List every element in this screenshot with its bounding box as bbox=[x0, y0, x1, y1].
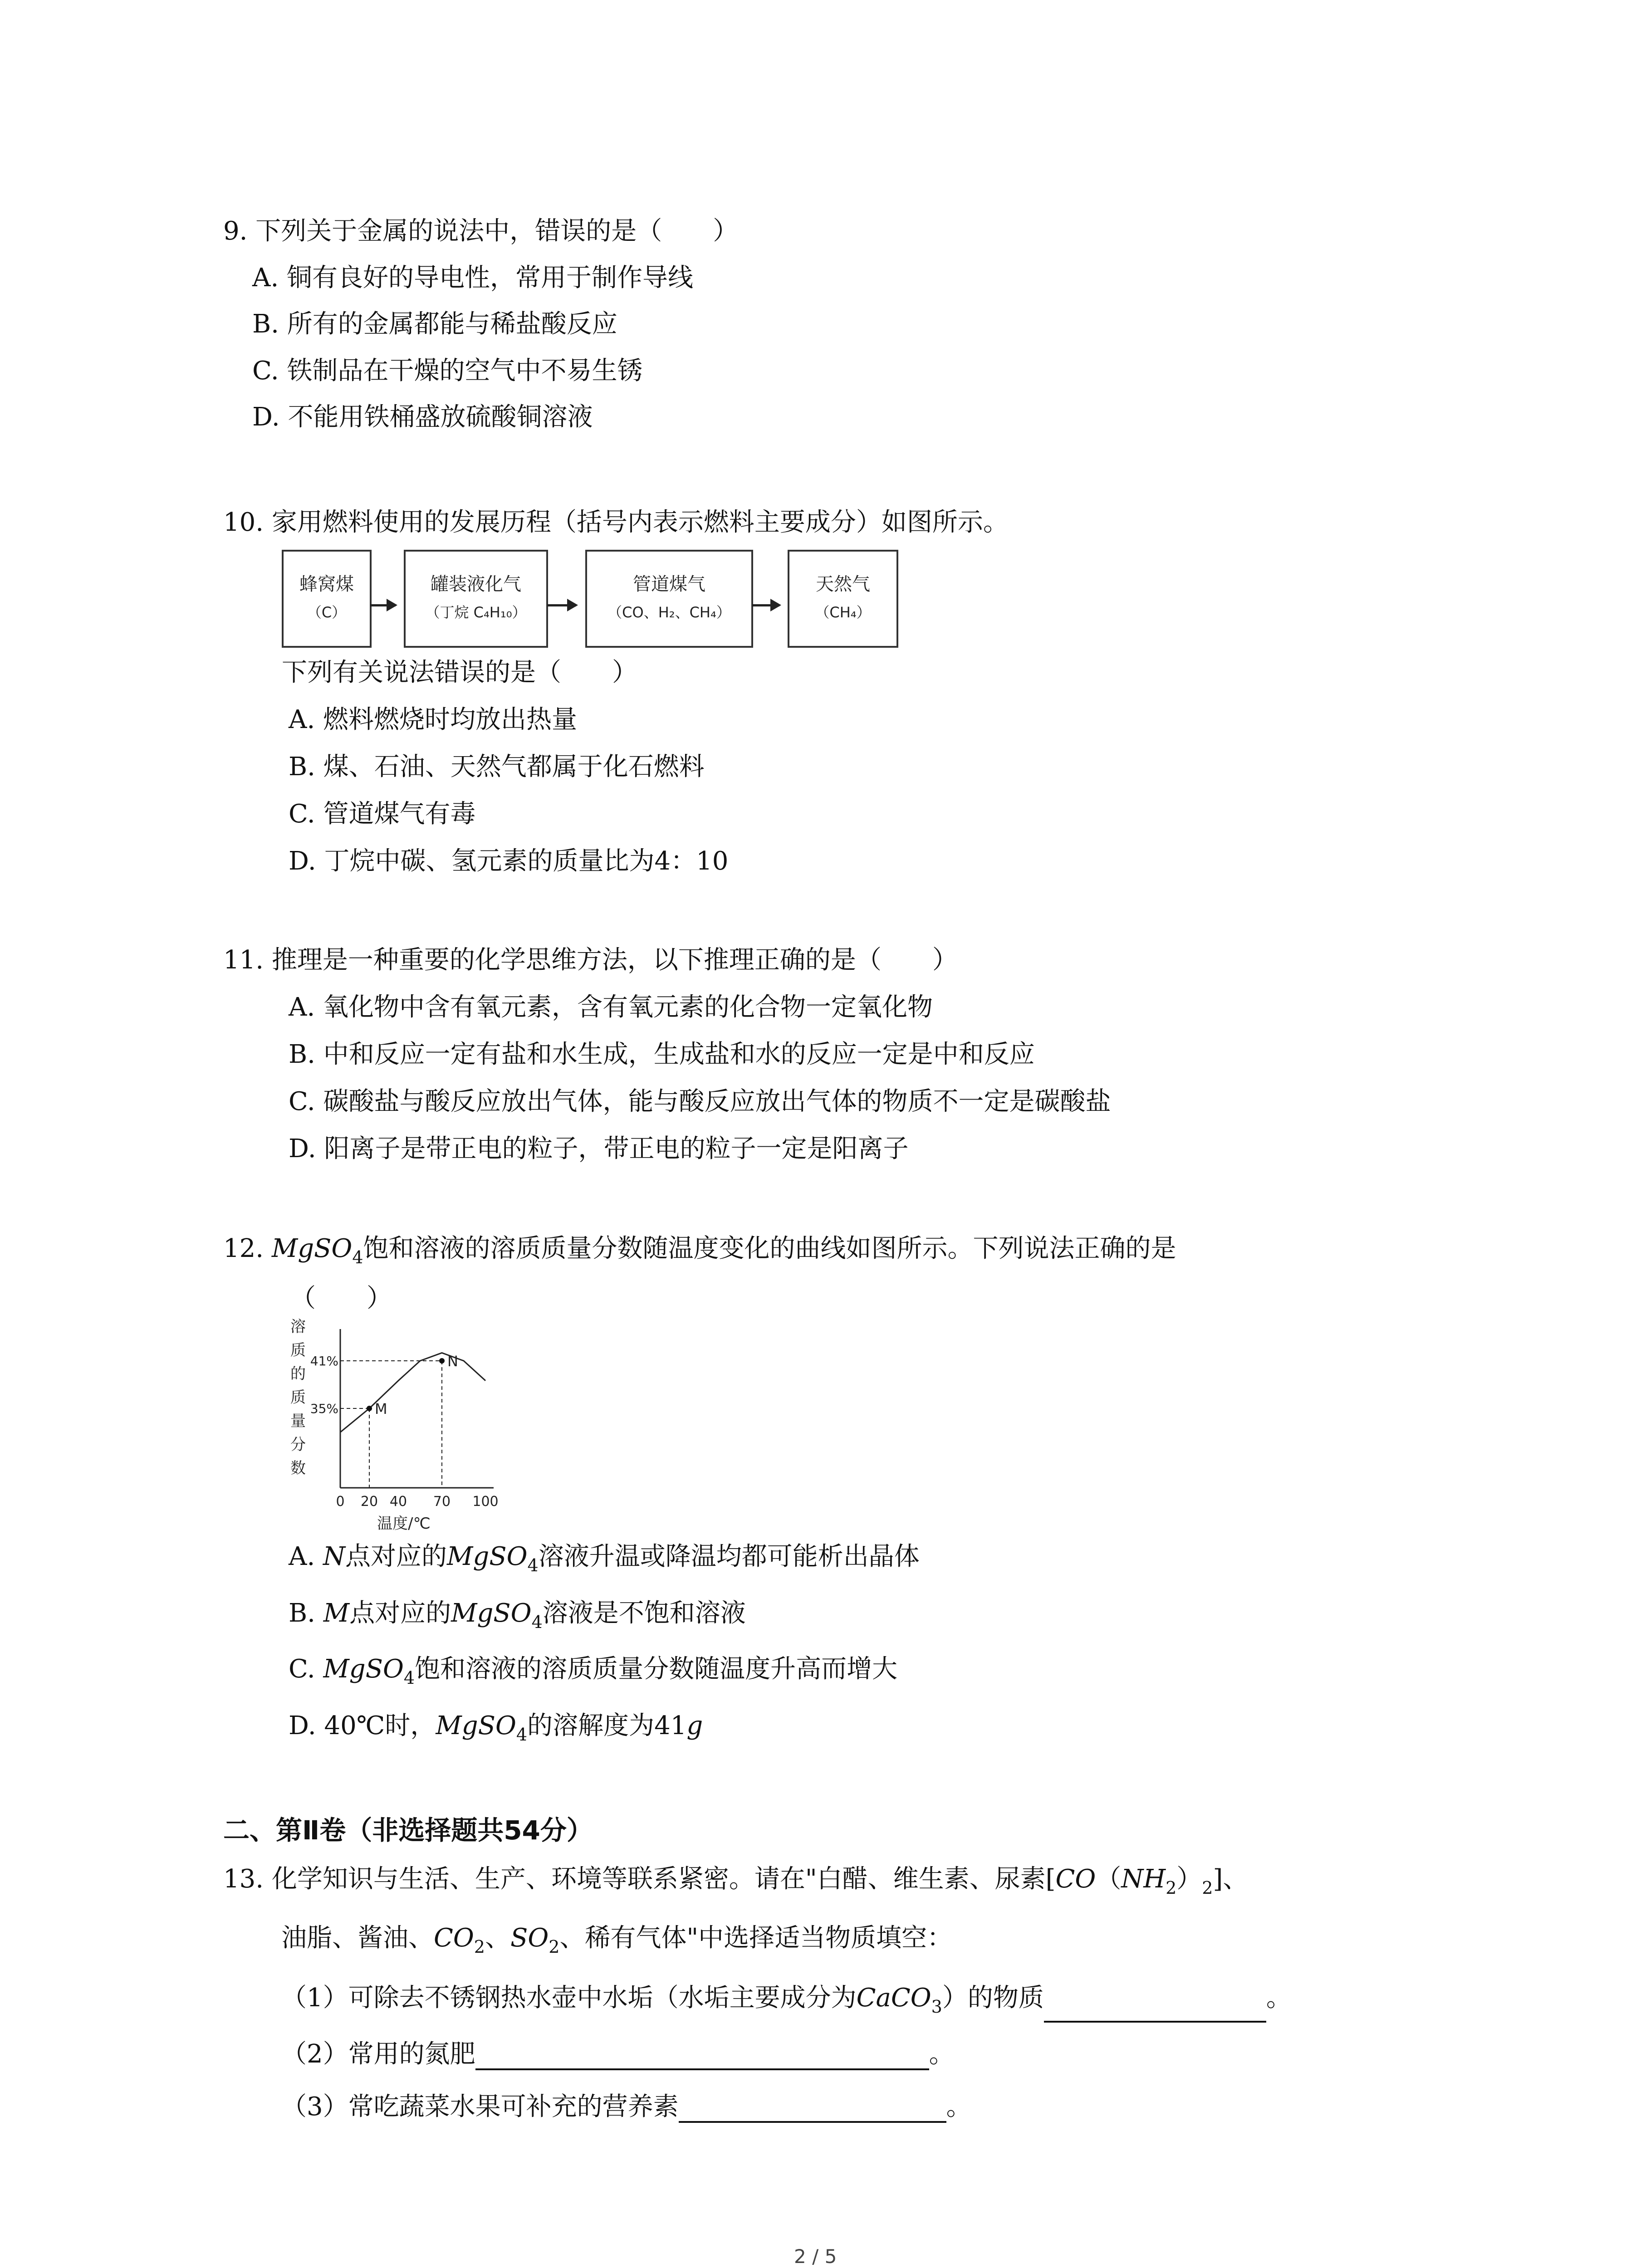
x-tick-label-40: 40 bbox=[389, 1494, 407, 1510]
q13-line-1 bbox=[223, 1863, 1248, 1904]
solubility-curve bbox=[340, 1353, 485, 1432]
point-N bbox=[439, 1358, 445, 1364]
q13-answer-blank-2[interactable] bbox=[475, 2044, 929, 2070]
q12-option-d-unit: g bbox=[686, 1711, 703, 1740]
q12-option-c-letter: C. bbox=[289, 1654, 323, 1684]
q13-line-2 bbox=[281, 1922, 952, 1963]
q13-urea-co: CO bbox=[1055, 1864, 1096, 1894]
y-axis-label-char: 数 bbox=[290, 1459, 306, 1477]
q12-option-a bbox=[289, 1541, 920, 1581]
arrow-2 bbox=[547, 604, 576, 606]
q13-part-1-text-2: ）的物质 bbox=[942, 1983, 1044, 2013]
fuel-box-2-name: 罐装液化气 bbox=[431, 574, 521, 595]
q13-line-1-text: 13. 化学知识与生活、生产、环境等联系紧密。请在"白醋、维生素、尿素[ bbox=[223, 1864, 1056, 1894]
q13-part-2-text: （2）常用的氮肥 bbox=[281, 2039, 475, 2069]
q9-option-d: D. 不能用铁桶盛放硫酸铜溶液 bbox=[252, 402, 593, 432]
q12-option-d-formula: MgSO bbox=[436, 1711, 516, 1740]
q13-part-1-end: 。 bbox=[1266, 1983, 1292, 2013]
q12-option-b-formula: MgSO bbox=[451, 1598, 532, 1628]
section-2-title: 二、第Ⅱ卷（非选择题共54分） bbox=[223, 1815, 593, 1846]
q11-option-a: A. 氧化物中含有氧元素，含有氧元素的化合物一定氧化物 bbox=[289, 992, 933, 1022]
q13-caco3-sub: 3 bbox=[931, 1997, 942, 2017]
point-label-M: M bbox=[375, 1400, 387, 1418]
y-axis-label-char: 的 bbox=[290, 1365, 306, 1383]
q13-separator: 、 bbox=[485, 1923, 510, 1953]
q10-stem: 10. 家用燃料使用的发展历程（括号内表示燃料主要成分）如图所示。 bbox=[223, 508, 1009, 537]
q13-urea-nh: NH bbox=[1121, 1864, 1166, 1894]
q11-option-c: C. 碳酸盐与酸反应放出气体，能与酸反应放出气体的物质不一定是碳酸盐 bbox=[289, 1087, 1111, 1116]
q12-option-c-formula-sub: 4 bbox=[403, 1668, 415, 1688]
q12-option-c-text: 饱和溶液的溶质质量分数随温度升高而增大 bbox=[415, 1654, 898, 1684]
fuel-box-1-formula: （C） bbox=[307, 604, 347, 621]
q13-part-3-text: （3）常吃蔬菜水果可补充的营养素 bbox=[281, 2092, 679, 2121]
q13-line-2-text: 油脂、酱油、 bbox=[281, 1923, 434, 1953]
fuel-box-4-formula: （CH₄） bbox=[815, 604, 871, 621]
y-axis-label-char: 分 bbox=[290, 1436, 306, 1454]
q9-option-c: C. 铁制品在干燥的空气中不易生锈 bbox=[252, 356, 643, 386]
q12-option-b-formula-sub: 4 bbox=[531, 1612, 543, 1632]
q12-option-d-text: 的溶解度为41 bbox=[527, 1711, 687, 1740]
q10-sub-question: 下列有关说法错误的是（ ） bbox=[282, 658, 637, 687]
q12-option-a-pre: 点对应的 bbox=[345, 1542, 447, 1571]
y-axis-label-char: 溶 bbox=[290, 1318, 306, 1336]
point-label-N: N bbox=[447, 1353, 458, 1370]
q12-option-a-point: N bbox=[323, 1542, 346, 1571]
arrow-3 bbox=[752, 604, 779, 606]
q13-line-1-end: ]、 bbox=[1213, 1864, 1249, 1894]
q13-co2: CO bbox=[434, 1923, 474, 1953]
fuel-box-1 bbox=[282, 550, 372, 648]
q12-option-c-formula: MgSO bbox=[323, 1654, 404, 1684]
q9-option-b: B. 所有的金属都能与稀盐酸反应 bbox=[252, 309, 617, 339]
q12-option-a-formula: MgSO bbox=[447, 1542, 528, 1571]
fuel-box-1-name: 蜂窝煤 bbox=[299, 574, 354, 595]
q13-line-2-rest: 、稀有气体"中选择适当物质填空： bbox=[559, 1923, 953, 1953]
q10-option-d: D. 丁烷中碳、氢元素的质量比为4：10 bbox=[289, 846, 729, 876]
q13-caco3: CaCO bbox=[856, 1983, 931, 2013]
q12-option-b-text: 溶液是不饱和溶液 bbox=[542, 1598, 746, 1628]
q10-option-b: B. 煤、石油、天然气都属于化石燃料 bbox=[289, 752, 705, 782]
q13-part-1 bbox=[281, 1982, 1292, 2023]
q12-option-b bbox=[289, 1598, 746, 1638]
q12-option-a-letter: A. bbox=[289, 1542, 323, 1571]
q12-stem-text: 饱和溶液的溶质质量分数随温度变化的曲线如图所示。下列说法正确的是 bbox=[363, 1234, 1176, 1263]
q13-part-3-end: 。 bbox=[946, 2092, 972, 2121]
q13-so2: SO bbox=[510, 1923, 549, 1953]
y-axis-label-char: 质 bbox=[290, 1388, 306, 1407]
q13-so2-sub: 2 bbox=[549, 1937, 560, 1957]
q12-number: 12. bbox=[223, 1234, 272, 1263]
arrow-1 bbox=[370, 604, 396, 606]
q11-stem: 11. 推理是一种重要的化学思维方法，以下推理正确的是（ ） bbox=[223, 945, 958, 975]
q12-option-b-letter: B. bbox=[289, 1598, 323, 1628]
y-axis-label-char: 质 bbox=[290, 1341, 306, 1359]
q12-option-c bbox=[289, 1653, 897, 1694]
q12-formula-sub: 4 bbox=[352, 1247, 363, 1267]
q12-option-a-text: 溶液升温或降温均都可能析出晶体 bbox=[538, 1542, 920, 1571]
x-tick-label-0: 0 bbox=[336, 1494, 345, 1510]
fuel-box-4 bbox=[788, 550, 898, 648]
q10-option-c: C. 管道煤气有毒 bbox=[289, 799, 476, 829]
q13-part-2-end: 。 bbox=[929, 2039, 955, 2069]
q13-part-3 bbox=[281, 2091, 972, 2123]
x-tick-label-100: 100 bbox=[472, 1494, 499, 1510]
fuel-box-3-formula: （CO、H₂、CH₄） bbox=[607, 604, 731, 621]
fuel-box-3 bbox=[585, 550, 753, 648]
q13-urea-paren-open: （ bbox=[1096, 1864, 1122, 1894]
q13-co2-sub: 2 bbox=[474, 1937, 485, 1957]
q12-paren: （ ） bbox=[290, 1284, 392, 1313]
q12-stem bbox=[223, 1233, 1176, 1273]
q11-option-b: B. 中和反应一定有盐和水生成，生成盐和水的反应一定是中和反应 bbox=[289, 1040, 1035, 1069]
fuel-box-4-name: 天然气 bbox=[816, 574, 870, 595]
q10-option-a: A. 燃料燃烧时均放出热量 bbox=[289, 705, 578, 734]
q12-option-d-letter: D. bbox=[289, 1711, 324, 1740]
q13-urea-sub-1: 2 bbox=[1166, 1878, 1177, 1898]
page-number: 2 / 5 bbox=[794, 2245, 837, 2268]
q13-answer-blank-1[interactable] bbox=[1044, 1996, 1266, 2023]
q13-urea-paren-close: ） bbox=[1176, 1864, 1202, 1894]
q11-option-d: D. 阳离子是带正电的粒子，带正电的粒子一定是阳离子 bbox=[289, 1134, 909, 1163]
y-tick-label-0: 35% bbox=[310, 1401, 338, 1416]
fuel-box-3-name: 管道煤气 bbox=[633, 574, 705, 595]
y-axis-label-char: 量 bbox=[290, 1412, 306, 1430]
fuel-box-2-formula: （丁烷 C₄H₁₀） bbox=[425, 604, 527, 621]
solubility-chart bbox=[272, 1315, 508, 1551]
point-M bbox=[367, 1406, 372, 1411]
q12-option-d-formula-sub: 4 bbox=[516, 1725, 528, 1745]
q12-option-a-formula-sub: 4 bbox=[527, 1555, 539, 1575]
q12-option-b-pre: 点对应的 bbox=[349, 1598, 451, 1628]
fuel-box-2 bbox=[404, 550, 548, 648]
x-tick-label-20: 20 bbox=[360, 1494, 378, 1510]
q12-option-d-pre: 40℃时， bbox=[324, 1711, 436, 1740]
y-axis-label-chars bbox=[290, 1318, 306, 1477]
q9-stem: 9. 下列关于金属的说法中，错误的是（ ） bbox=[223, 216, 739, 246]
y-tick-label-1: 41% bbox=[310, 1354, 338, 1369]
q12-option-d bbox=[289, 1710, 703, 1750]
q13-part-1-text: （1）可除去不锈钢热水壶中水垢（水垢主要成分为 bbox=[281, 1983, 857, 2013]
q13-part-2 bbox=[281, 2038, 955, 2070]
q9-option-a: A. 铜有良好的导电性，常用于制作导线 bbox=[252, 263, 694, 293]
q12-formula: MgSO bbox=[271, 1234, 353, 1263]
q13-urea-sub-2: 2 bbox=[1202, 1878, 1213, 1898]
x-axis-label: 温度/℃ bbox=[377, 1515, 431, 1533]
q13-answer-blank-3[interactable] bbox=[679, 2097, 946, 2123]
x-tick-label-70: 70 bbox=[433, 1494, 451, 1510]
q12-option-b-point: M bbox=[323, 1598, 350, 1628]
